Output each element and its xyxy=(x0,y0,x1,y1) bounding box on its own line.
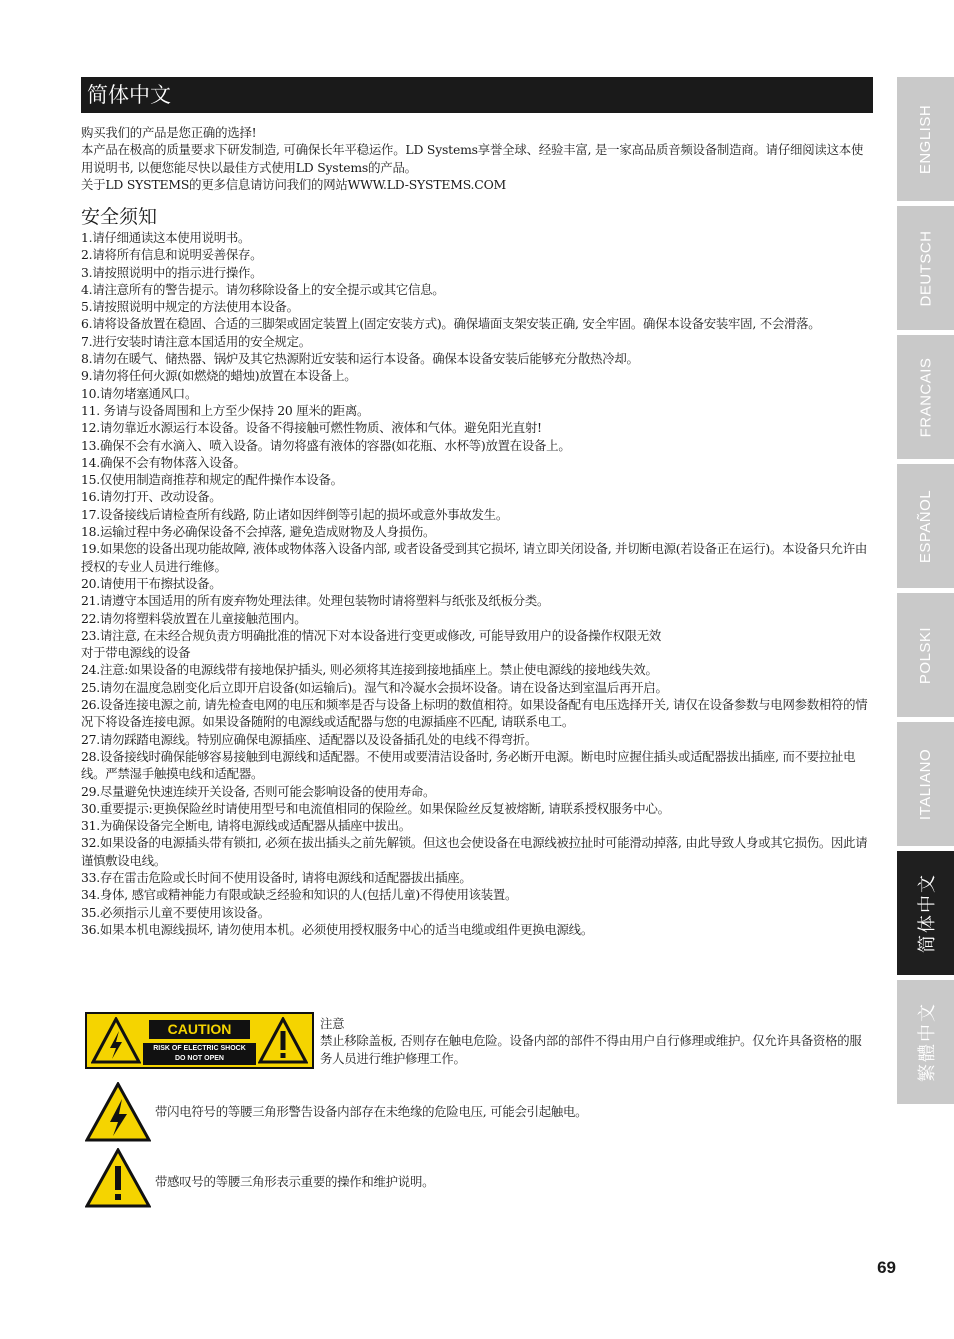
tab-label: POLSKI xyxy=(917,626,935,684)
caution-heading: 注意 xyxy=(320,1016,345,1031)
section-header-bar xyxy=(81,77,873,113)
tab-label: 简体中文 xyxy=(916,873,938,953)
list-item: 1.请仔细通读这本使用说明书。 xyxy=(81,230,251,245)
tab-traditional-chinese[interactable] xyxy=(897,980,954,1104)
list-item: 21.请遵守本国适用的所有废弃物处理法律。处理包装物时请将塑料与纸张及纸板分类。 xyxy=(81,593,550,609)
intro-line: 本产品在极高的质量要求下研发制造, 可确保长年平稳运作。LD Systems享誉全球、经验丰富, 是一家高品质音频设备制造商。请仔细阅读这本使用说明书, 以便您能尽快以最佳方式使用LD Systems的产品。 xyxy=(81,142,864,175)
tab-simplified-chinese[interactable] xyxy=(897,851,954,975)
list-item: 5.请按照说明中规定的方法使用本设备。 xyxy=(81,299,299,315)
list-item: 26.设备连接电源之前, 请先检查电网的电压和频率是否与设备上标明的数值相符。如果设备配有电压选择开关, 请仅在设备参数与电网参数相符的情况下将设备连接电源。如果设备随附的电源线或适配器与您的电源插座不匹配, 请联系电工。 xyxy=(81,697,868,730)
tab-label: 繁體中文 xyxy=(916,1002,938,1082)
list-item: 36.如果本机电源线损坏, 请勿使用本机。必须使用授权服务中心的适当电缆或组件更换电源线。 xyxy=(81,921,593,937)
list-item: 17.设备接线后请检查所有线路, 防止诸如因绊倒等引起的损坏或意外事故发生。 xyxy=(81,506,508,522)
safety-title: 安全须知 xyxy=(81,206,158,228)
caution-text xyxy=(320,1015,868,1067)
tab-label: ESPAÑOL xyxy=(917,489,934,563)
list-item: 29.尽量避免快速连续开关设备, 否则可能会影响设备的使用寿命。 xyxy=(81,783,436,799)
list-item: 3.请按照说明中的指示进行操作。 xyxy=(81,264,263,280)
tab-label: ENGLISH xyxy=(917,104,935,174)
list-item: 27.请勿踩踏电源线。特别应确保电源插座、适配器以及设备插孔处的电线不得弯折。 xyxy=(81,731,538,747)
caution-sign xyxy=(85,1012,314,1069)
list-item: 14.确保不会有物体落入设备。 xyxy=(81,454,246,470)
tab-label: DEUTSCH xyxy=(917,229,935,307)
list-item: 33.存在雷击危险或长时间不使用设备时, 请将电源线和适配器拔出插座。 xyxy=(81,869,472,885)
list-item: 9.请勿将任何火源(如燃烧的蜡烛)放置在本设备上。 xyxy=(81,368,357,384)
list-item: 23.请注意, 在未经合规负责方明确批准的情况下对本设备进行变更或修改, 可能导致用户的设备操作权限无效 xyxy=(81,627,662,643)
tab-francais[interactable] xyxy=(897,335,954,459)
exclamation-triangle-icon xyxy=(85,1148,151,1208)
intro-line: 购买我们的产品是您正确的选择! xyxy=(81,125,257,140)
tab-label: FRANCAIS xyxy=(917,357,934,437)
intro-text xyxy=(81,124,873,193)
list-item: 8.请勿在暖气、储热器、锅炉及其它热源附近安装和运行本设备。确保本设备安装后能够充分散热冷却。 xyxy=(81,351,639,367)
list-item: 35.必须指示儿童不要使用该设备。 xyxy=(81,904,270,920)
lightning-triangle-icon xyxy=(91,1017,141,1064)
list-item: 7.进行安装时请注意本国适用的安全规定。 xyxy=(81,333,311,349)
tab-espanol[interactable] xyxy=(897,464,954,588)
list-item: 22.请勿将塑料袋放置在儿童接触范围内。 xyxy=(81,610,307,626)
list-item: 25.请勿在温度急剧变化后立即开启设备(如运输后)。湿气和冷凝水会损坏设备。请在设备达到室温后再开启。 xyxy=(81,679,668,695)
caution-word: CAUTION xyxy=(149,1020,250,1039)
intro-line: 关于LD SYSTEMS的更多信息请访问我们的网站WWW.LD-SYSTEMS.COM xyxy=(81,176,507,192)
list-item: 30.重要提示:更换保险丝时请使用型号和电流值相同的保险丝。如果保险丝反复被熔断, 请联系授权服务中心。 xyxy=(81,800,670,816)
list-item: 11. 务请与设备周围和上方至少保持 20 厘米的距离。 xyxy=(81,402,370,418)
list-item: 10.请勿堵塞通风口。 xyxy=(81,385,198,401)
lightning-symbol-text: 带闪电符号的等腰三角形警告设备内部存在未绝缘的危险电压, 可能会引起触电。 xyxy=(155,1104,588,1119)
list-item: 24.注意:如果设备的电源线带有接地保护插头, 则必须将其连接到接地插座上。禁止使电源线的接地线失效。 xyxy=(81,662,658,678)
list-item: 4.请注意所有的警告提示。请勿移除设备上的安全提示或其它信息。 xyxy=(81,281,445,297)
tab-deutsch[interactable] xyxy=(897,206,954,330)
exclamation-symbol-text: 带感叹号的等腰三角形表示重要的操作和维护说明。 xyxy=(155,1174,435,1189)
list-item: 34.身体, 感官或精神能力有限或缺乏经验和知识的人(包括儿童)不得使用该装置。 xyxy=(81,887,518,903)
tab-label: ITALIANO xyxy=(917,748,934,820)
caution-body: 禁止移除盖板, 否则存在触电危险。设备内部的部件不得由用户自行修理或维护。仅允许具备资格的服务人员进行维护修理工作。 xyxy=(320,1033,862,1066)
caution-subtext-line: DO NOT OPEN xyxy=(174,1055,224,1062)
list-item: 28.设备接线时确保能够容易接触到电源线和适配器。不使用或要清洁设备时, 务必断开电源。断电时应握住插头或适配器拔出插座, 而不要拉扯电线。严禁湿手触摸电线和适配器。 xyxy=(81,748,856,782)
list-item: 18.运输过程中务必确保设备不会掉落, 避免造成财物及人身损伤。 xyxy=(81,524,436,540)
caution-subtext xyxy=(143,1043,256,1065)
caution-subtext-line: RISK OF ELECTRIC SHOCK xyxy=(153,1045,246,1052)
list-item: 13.确保不会有水滴入、喷入设备。请勿将盛有液体的容器(如花瓶、水杯等)放置在设备上。 xyxy=(81,437,571,453)
list-item: 12.请勿靠近水源运行本设备。设备不得接触可燃性物质、液体和气体。避免阳光直射! xyxy=(81,420,542,436)
exclamation-triangle-icon xyxy=(258,1017,308,1064)
list-item: 20.请使用干布擦拭设备。 xyxy=(81,575,222,591)
list-item: 31.为确保设备完全断电, 请将电源线或适配器从插座中拔出。 xyxy=(81,818,411,834)
list-item: 15.仅使用制造商推荐和规定的配件操作本设备。 xyxy=(81,472,343,488)
page-title: 简体中文 xyxy=(87,83,171,107)
list-item: 16.请勿打开、改动设备。 xyxy=(81,489,222,505)
list-item: 2.请将所有信息和说明妥善保存。 xyxy=(81,247,263,263)
list-subheading: 对于带电源线的设备 xyxy=(81,645,191,661)
list-item: 19.如果您的设备出现功能故障, 液体或物体落入设备内部, 或者设备受到其它损坏, 请立即关闭设备, 并切断电源(若设备正在运行)。本设备只允许由授权的专业人员进行维修。 xyxy=(81,541,868,574)
lightning-triangle-icon xyxy=(85,1082,151,1142)
tab-italiano[interactable] xyxy=(897,722,954,846)
page-number: 69 xyxy=(877,1258,896,1277)
tab-english[interactable] xyxy=(897,77,954,201)
safety-list xyxy=(81,229,873,938)
list-item: 32.如果设备的电源插头带有锁扣, 必须在拔出插头之前先解锁。但这也会使设备在电源线被拉扯时可能滑动掉落, 由此导致人身或其它损伤。因此请谨慎敷设电线。 xyxy=(81,835,868,868)
language-tabs xyxy=(897,77,954,1105)
tab-polski[interactable] xyxy=(897,593,954,717)
list-item: 6.请将设备放置在稳固、合适的三脚架或固定装置上(固定安装方式)。确保墙面支架安装正确, 安全牢固。确保本设备安装牢固, 不会滑落。 xyxy=(81,316,821,332)
